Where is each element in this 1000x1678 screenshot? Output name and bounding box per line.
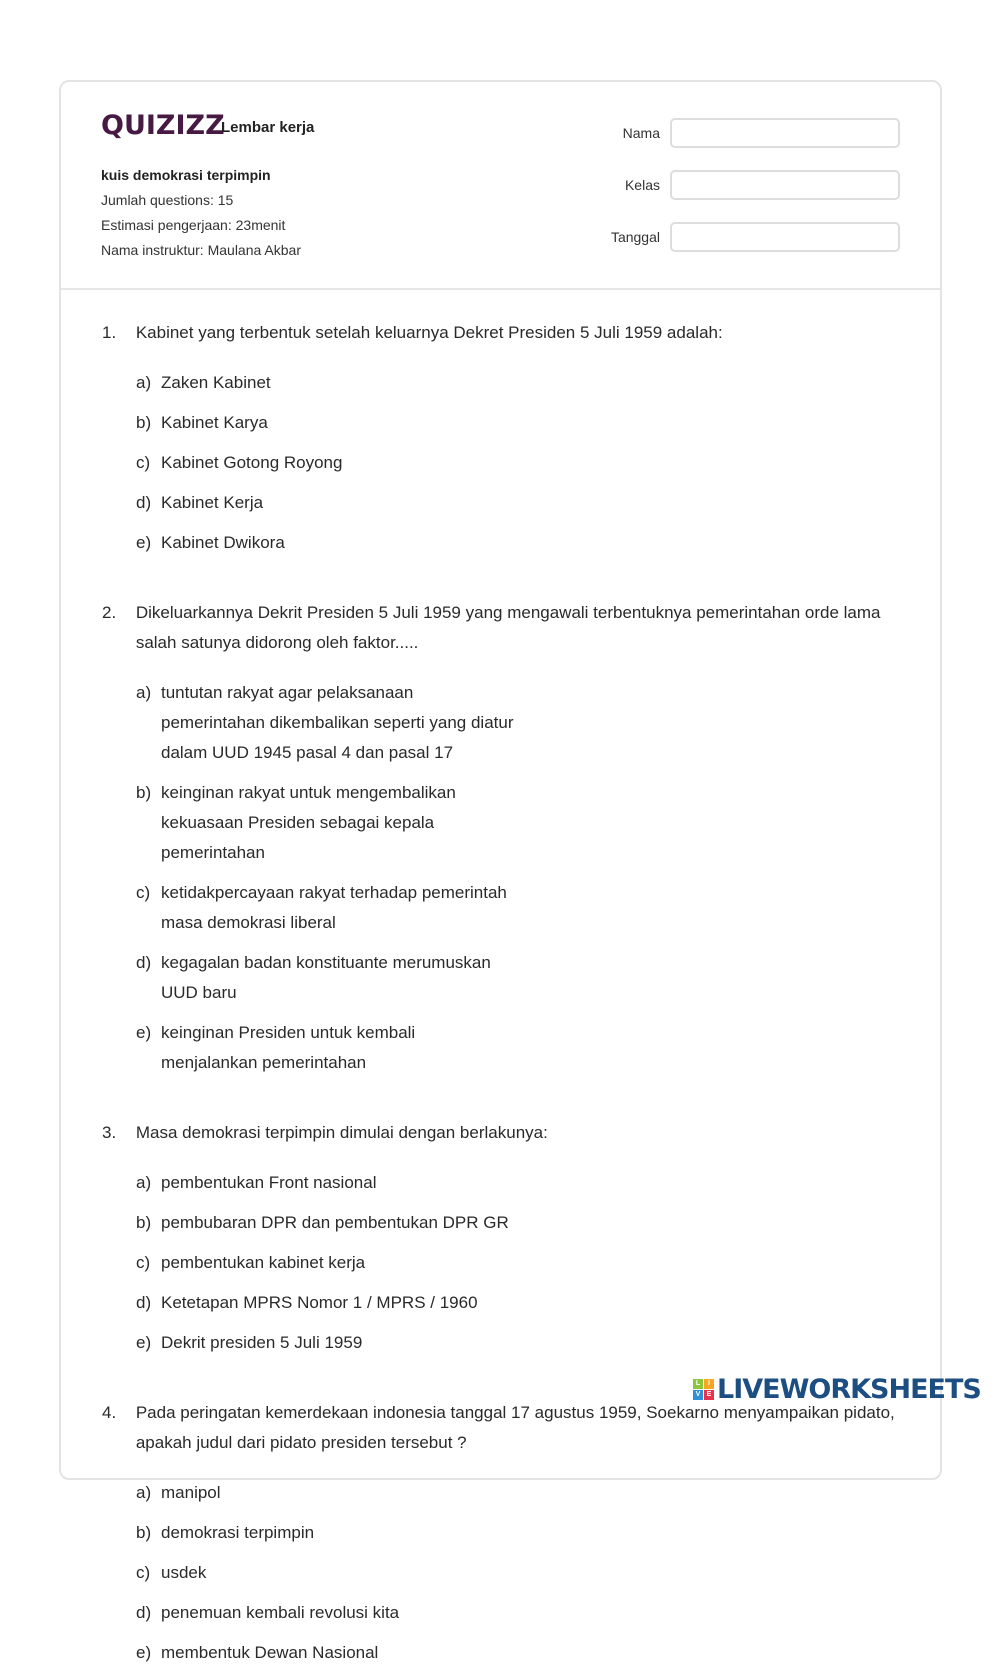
option-text: Zaken Kabinet [161,373,271,392]
option-c[interactable] [136,1558,525,1588]
options [136,678,902,1088]
option-d[interactable] [136,1288,525,1318]
option-a[interactable] [136,1168,525,1198]
option-c[interactable] [136,448,525,478]
option-letter: a) [136,1173,152,1192]
option-letter: b) [136,1523,152,1542]
options [136,1478,902,1678]
option-b[interactable] [136,1518,525,1548]
option-text: Kabinet Karya [161,413,268,432]
liveworksheets-text: LIVEWORKSHEETS [717,1374,981,1405]
option-text: keinginan Presiden untuk kembali menjalankan pemerintahan [161,1023,416,1072]
option-text: membentuk Dewan Nasional [161,1643,379,1662]
option-a[interactable] [136,368,525,398]
option-d[interactable] [136,948,525,1008]
option-e[interactable] [136,1638,525,1668]
option-b[interactable] [136,408,525,438]
liveworksheets-watermark [693,1374,981,1405]
option-letter: c) [136,1563,151,1582]
option-text: kegagalan badan konstituante merumuskan UUD baru [161,953,491,1002]
quizizz-logo: QUIZIZZ [101,110,225,141]
time-estimate: Estimasi pengerjaan: 23menit [101,217,286,233]
option-text: pembubaran DPR dan pembentukan DPR GR [161,1213,509,1232]
worksheet-card [59,80,942,1662]
option-text: demokrasi terpimpin [161,1523,315,1542]
option-letter: b) [136,1213,152,1232]
option-letter: b) [136,413,152,432]
question [102,598,902,658]
option-letter: c) [136,453,151,472]
option-text: Kabinet Kerja [161,493,264,512]
option-b[interactable] [136,778,525,868]
class-label: Kelas [624,177,660,193]
date-label: Tanggal [610,229,660,245]
option-letter: e) [136,1333,152,1352]
question-text: Dikeluarkannya Dekrit Presiden 5 Juli 1959 yang mengawali terbentuknya pemerintahan orde lama salah satunya didorong oleh faktor..... [135,603,881,652]
option-letter: d) [136,1293,152,1312]
option-letter: c) [136,883,151,902]
instructor-name: Nama instruktur: Maulana Akbar [101,242,301,258]
worksheet-header [61,82,940,290]
name-label: Nama [622,125,660,141]
option-letter: e) [136,1023,152,1042]
live-tiles-icon: L I V E [693,1379,714,1400]
option-letter: d) [136,493,152,512]
options [136,368,902,568]
option-text: Ketetapan MPRS Nomor 1 / MPRS / 1960 [161,1293,478,1312]
option-e[interactable] [136,1328,525,1358]
option-letter: d) [136,953,152,972]
option-d[interactable] [136,488,525,518]
option-a[interactable] [136,1478,525,1508]
option-letter: d) [136,1603,152,1622]
option-c[interactable] [136,878,525,938]
question-text: Kabinet yang terbentuk setelah keluarnya Dekret Presiden 5 Juli 1959 adalah: [135,323,723,342]
question-count: Jumlah questions: 15 [101,192,234,208]
question-number: 1. [102,323,117,342]
option-e[interactable] [136,1018,525,1078]
option-text: penemuan kembali revolusi kita [161,1603,400,1622]
option-c[interactable] [136,1248,525,1278]
quiz-title: kuis demokrasi terpimpin [101,167,271,183]
worksheet-meta [101,163,301,263]
option-letter: a) [136,683,152,702]
question [102,1118,902,1148]
option-text: Dekrit presiden 5 Juli 1959 [161,1333,363,1352]
option-a[interactable] [136,678,525,768]
student-fields [611,118,900,274]
options [136,1168,902,1368]
option-letter: a) [136,373,152,392]
name-input[interactable] [670,118,900,148]
option-letter: e) [136,533,152,552]
question-number: 3. [102,1123,117,1142]
worksheet-subtitle: Lembar kerja [221,119,315,136]
option-text: Kabinet Dwikora [161,533,285,552]
date-input[interactable] [670,222,900,252]
option-text: ketidakpercayaan rakyat terhadap pemerintah masa demokrasi liberal [161,883,507,932]
option-e[interactable] [136,528,525,558]
question-text: Pada peringatan kemerdekaan indonesia tanggal 17 agustus 1959, Soekarno menyampaikan pidato, apakah judul dari pidato presiden tersebut ? [135,1403,895,1452]
question-number: 4. [102,1403,117,1422]
option-letter: b) [136,783,152,802]
question [102,318,902,348]
option-letter: e) [136,1643,152,1662]
question-list [102,318,902,1678]
option-text: manipol [161,1483,221,1502]
option-text: usdek [161,1563,207,1582]
question [102,1398,902,1458]
class-input[interactable] [670,170,900,200]
option-letter: a) [136,1483,152,1502]
option-letter: c) [136,1253,151,1272]
option-d[interactable] [136,1598,525,1628]
option-text: pembentukan Front nasional [161,1173,377,1192]
question-number: 2. [102,603,117,622]
option-text: keinginan rakyat untuk mengembalikan kekuasaan Presiden sebagai kepala pemerintahan [161,783,456,862]
option-text: pembentukan kabinet kerja [161,1253,366,1272]
option-text: tuntutan rakyat agar pelaksanaan pemerintahan dikembalikan seperti yang diatur dalam UUD 1945 pasal 4 dan pasal 17 [161,683,514,762]
option-text: Kabinet Gotong Royong [161,453,343,472]
question-text: Masa demokrasi terpimpin dimulai dengan berlakunya: [135,1123,548,1142]
option-b[interactable] [136,1208,525,1238]
